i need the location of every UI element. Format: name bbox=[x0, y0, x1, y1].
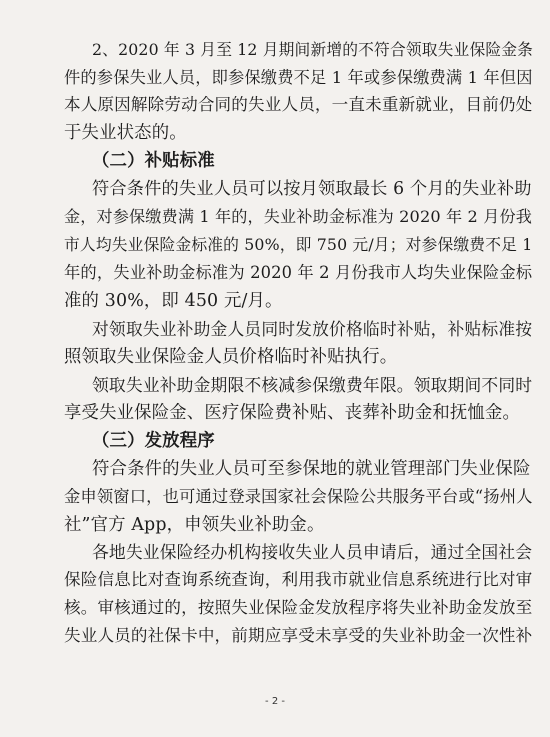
paragraph-line: 2、2020 年 3 月至 12 月期间新增的不符合领取失业保险金条 bbox=[92, 40, 534, 59]
paragraph-line: 件的参保失业人员，即参保缴费不足 1 年或参保缴费满 1 年但因 bbox=[64, 68, 533, 87]
paragraph-line: 社”官方 App，申领失业补助金。 bbox=[64, 515, 325, 535]
paragraph-line: 核。审核通过的，按照失业保险金发放程序将失业补助金发放至 bbox=[64, 598, 533, 617]
paragraph-line: 准的 30%，即 450 元/月。 bbox=[64, 291, 283, 311]
paragraph-line: 失业人员的社保卡中，前期应享受未享受的失业补助金一次性补 bbox=[64, 626, 533, 645]
paragraph-line: 享受失业保险金、医疗保险费补贴、丧葬补助金和抚恤金。 bbox=[64, 403, 521, 423]
paragraph-line: 本人原因解除劳动合同的失业人员，一直未重新就业，目前仍处 bbox=[64, 95, 533, 114]
paragraph-line: 符合条件的失业人员可以按月领取最长 6 个月的失业补助 bbox=[92, 179, 532, 199]
page-number: - 2 - bbox=[265, 696, 285, 707]
paragraph-line: 年的，失业补助金标准为 2020 年 2 月份我市人均失业保险金标 bbox=[64, 263, 533, 282]
paragraph-line: 市人均失业保险金标准的 50%，即 750 元/月；对参保缴费不足 1 bbox=[64, 235, 533, 254]
paragraph-line: 金申领窗口，也可通过登录国家社会保险公共服务平台或“扬州人 bbox=[64, 487, 533, 506]
paragraph-line: 于失业状态的。 bbox=[64, 123, 187, 143]
paragraph-line: 照领取失业保险金人员价格临时补贴执行。 bbox=[64, 347, 398, 367]
paragraph-line: 各地失业保险经办机构接收失业人员申请后，通过全国社会 bbox=[92, 542, 533, 562]
paragraph-line: 符合条件的失业人员可至参保地的就业管理部门失业保险 bbox=[92, 459, 531, 479]
paragraph-line: 保险信息比对查询系统查询，利用我市就业信息系统进行比对审 bbox=[64, 570, 533, 589]
paragraph-line: 领取失业补助金期限不核减参保缴费年限。领取期间不同时 bbox=[92, 375, 533, 395]
section-heading: （三）发放程序 bbox=[92, 431, 215, 451]
section-heading: （二）补贴标准 bbox=[92, 151, 215, 171]
paragraph-line: 金，对参保缴费满 1 年的，失业补助金标准为 2020 年 2 月份我 bbox=[64, 207, 532, 226]
paragraph-line: 对领取失业补助金人员同时发放价格临时补贴，补贴标准按 bbox=[92, 319, 533, 339]
